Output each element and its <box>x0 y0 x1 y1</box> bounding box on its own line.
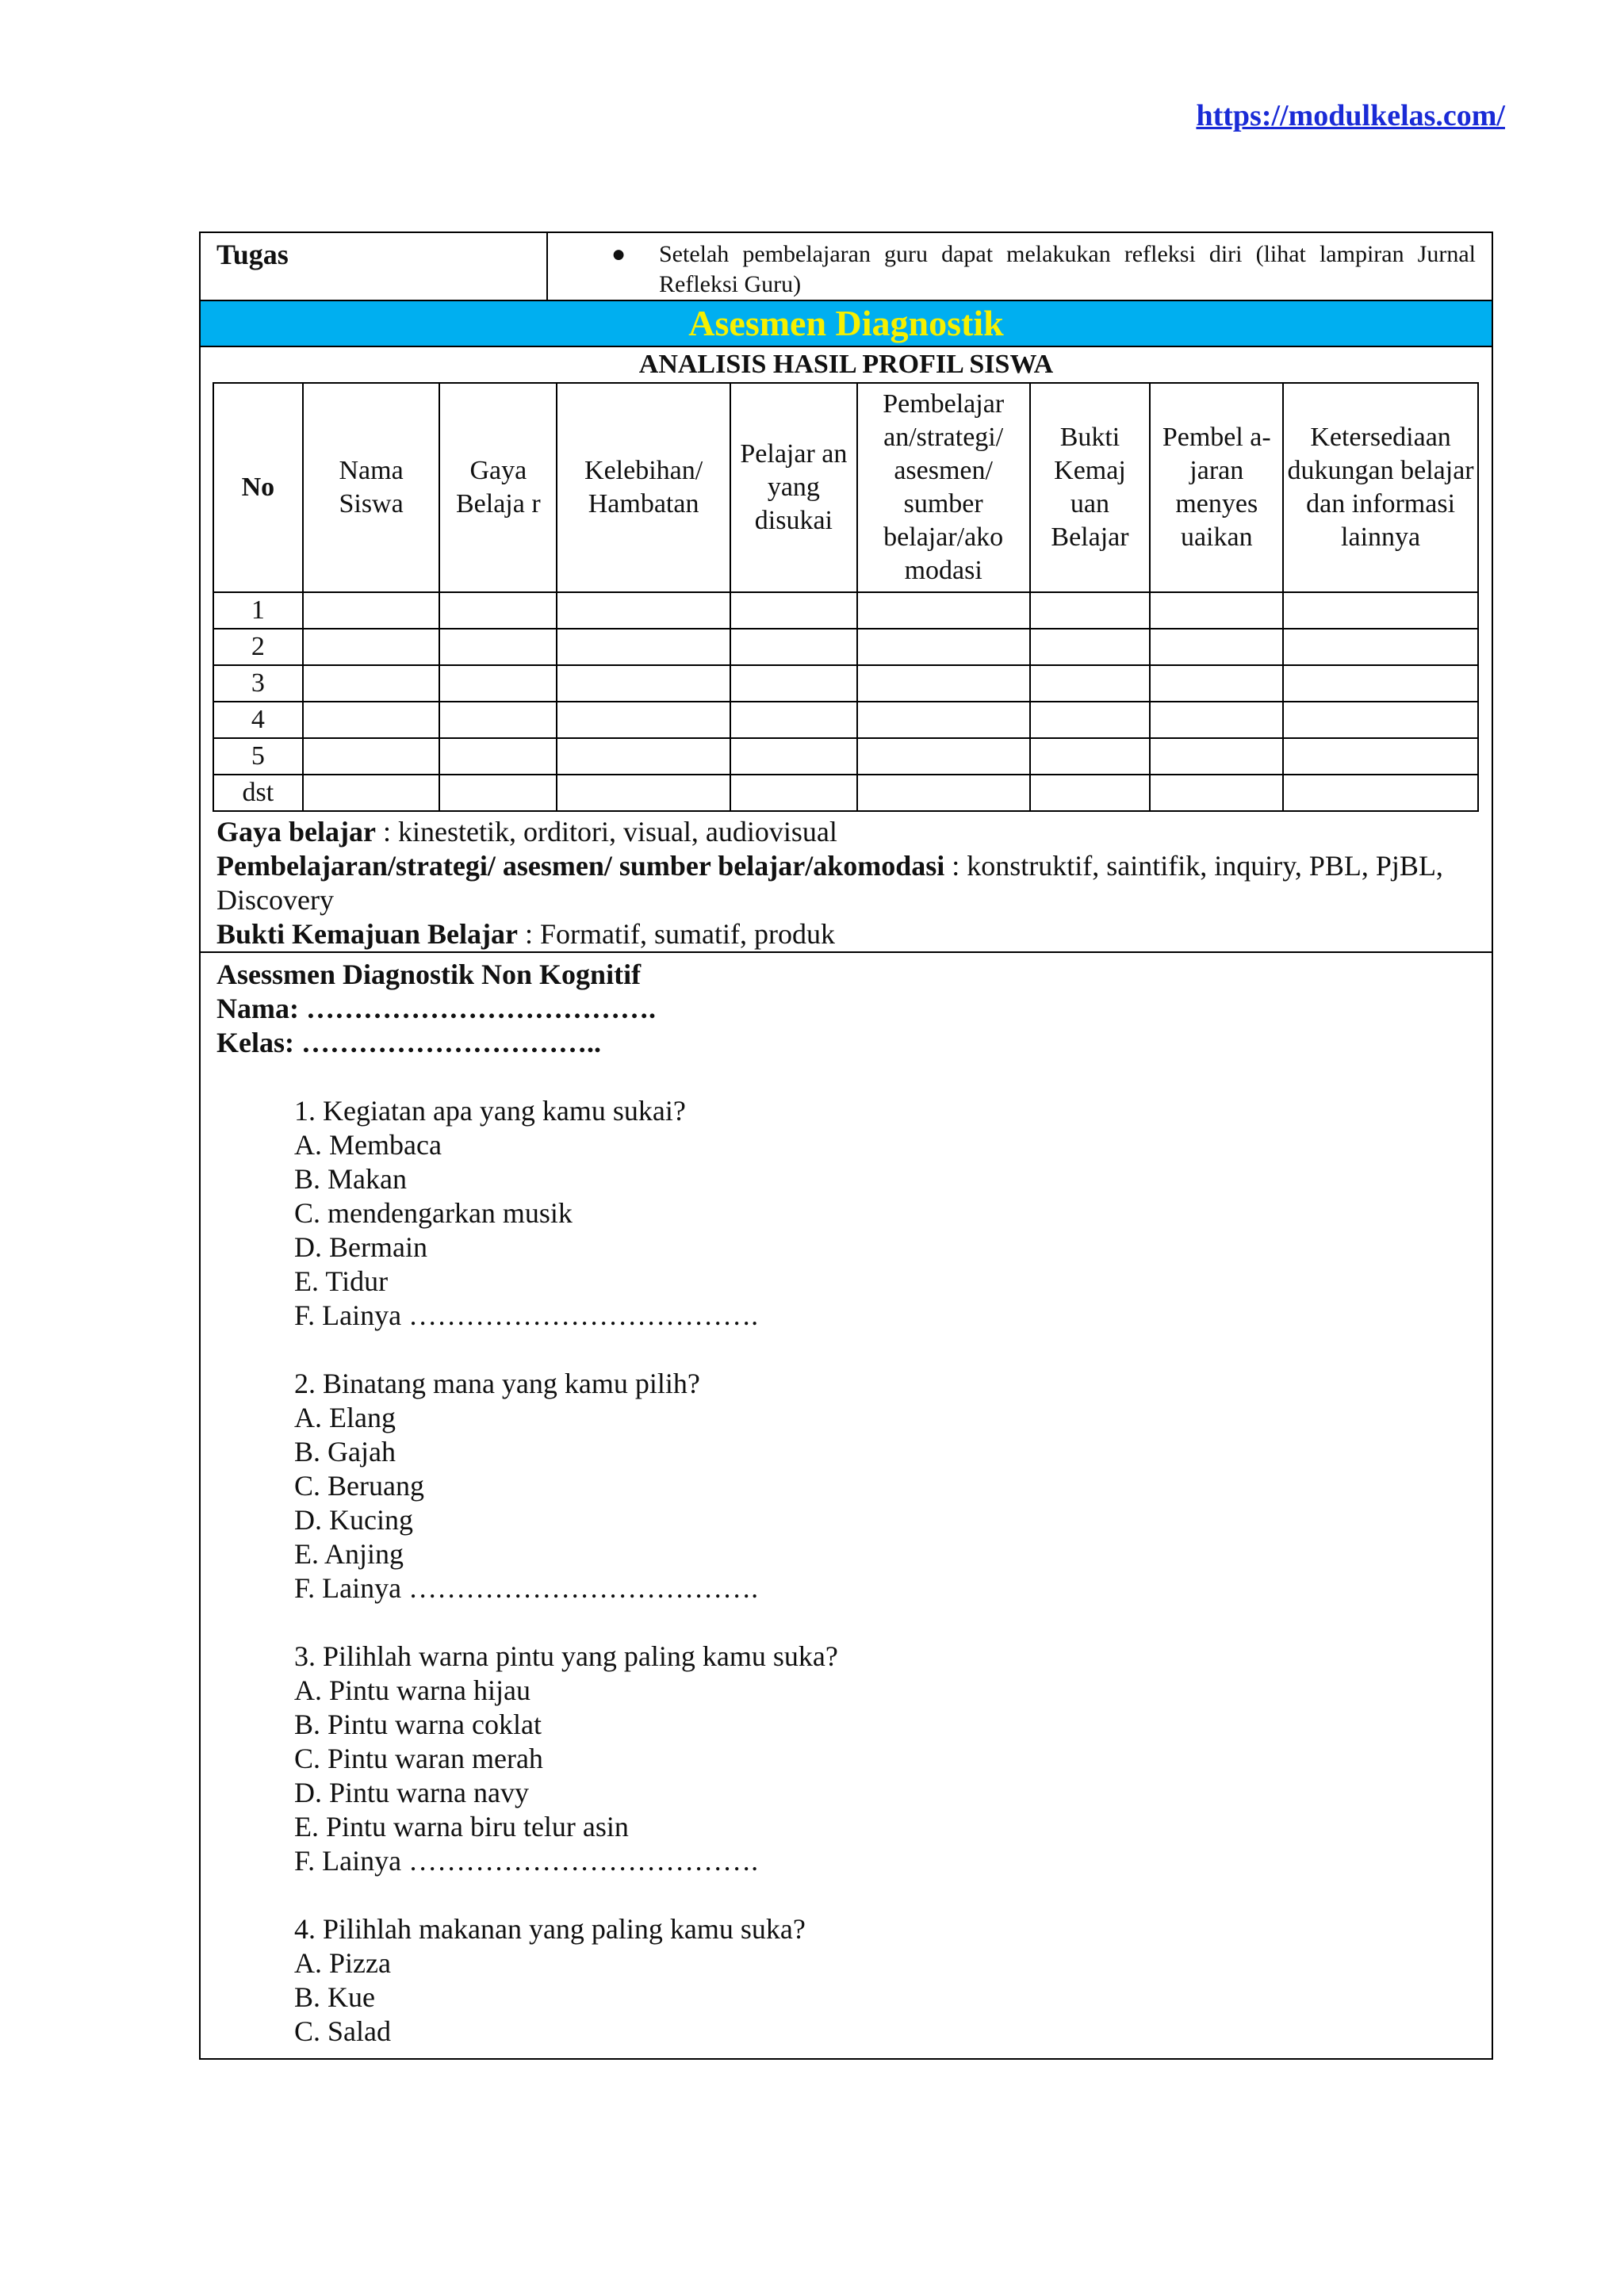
table-cell <box>857 592 1030 629</box>
legend-pembelajaran <box>216 849 1476 917</box>
table-cell <box>303 665 440 702</box>
table-header-row <box>213 383 1478 592</box>
table-cell <box>1030 629 1151 665</box>
table-row <box>213 592 1478 629</box>
answer-option: C. mendengarkan musik <box>294 1197 573 1229</box>
nama-field: Nama: ………………………………. <box>216 993 656 1024</box>
table-cell <box>557 629 730 665</box>
table-cell <box>1150 738 1283 775</box>
row-number: 2 <box>213 629 303 665</box>
table-cell <box>730 775 857 811</box>
answer-option: F. Lainya ………………………………. <box>294 1572 759 1604</box>
legend-gaya-text: : kinestetik, orditori, visual, audiovisual <box>375 816 837 848</box>
column-header: Bukti Kemaj uan Belajar <box>1030 383 1151 592</box>
table-cell <box>439 665 557 702</box>
answer-option: D. Pintu warna navy <box>294 1777 529 1808</box>
table-cell <box>303 775 440 811</box>
section-banner: Asesmen Diagnostik <box>201 301 1492 347</box>
legend-gaya-label: Gaya belajar <box>216 816 376 848</box>
row-number: 3 <box>213 665 303 702</box>
question-block <box>294 1640 1476 1878</box>
bullet-icon: ● <box>611 241 626 267</box>
legend-bukti-label: Bukti Kemajuan Belajar <box>216 918 519 950</box>
table-cell <box>439 702 557 738</box>
column-header: Ketersediaan dukungan belajar dan informasi lainnya <box>1283 383 1478 592</box>
column-header: Pelajar an yang disukai <box>730 383 857 592</box>
table-cell <box>1283 592 1478 629</box>
table-cell <box>1150 629 1283 665</box>
table-cell <box>857 665 1030 702</box>
tugas-row <box>201 233 1492 301</box>
answer-option: B. Pintu warna coklat <box>294 1709 542 1740</box>
legend-gaya <box>216 815 1476 849</box>
document-frame <box>199 232 1493 2060</box>
question-text: 3. Pilihlah warna pintu yang paling kamu suka? <box>294 1640 838 1672</box>
table-cell <box>1283 775 1478 811</box>
table-cell <box>857 629 1030 665</box>
answer-option: C. Salad <box>294 2015 391 2047</box>
profile-table <box>213 382 1479 812</box>
table-cell <box>857 702 1030 738</box>
table-cell <box>730 665 857 702</box>
nonkognitif-section <box>201 953 1492 2058</box>
table-cell <box>857 775 1030 811</box>
table-row <box>213 775 1478 811</box>
question-block <box>294 1367 1476 1605</box>
table-cell <box>1030 702 1151 738</box>
column-header: Nama Siswa <box>303 383 440 592</box>
table-cell <box>1150 775 1283 811</box>
legend-pemb-text: : konstruktif, saintifik, inquiry, PBL, PjBL, Discovery <box>216 850 1443 916</box>
legend-bukti-text: : Formatif, sumatif, produk <box>518 918 835 950</box>
answer-option: C. Pintu waran merah <box>294 1743 543 1774</box>
tugas-text: Setelah pembelajaran guru dapat melakukan refleksi diri (lihat lampiran Jurnal Refleksi Guru) <box>659 241 1476 297</box>
question-list <box>294 1094 1476 2049</box>
table-cell <box>303 738 440 775</box>
column-header: No <box>213 383 303 592</box>
question-text: 2. Binatang mana yang kamu pilih? <box>294 1368 700 1399</box>
table-cell <box>1030 775 1151 811</box>
table-cell <box>439 738 557 775</box>
column-header: Gaya Belaja r <box>439 383 557 592</box>
table-row <box>213 702 1478 738</box>
answer-option: B. Gajah <box>294 1436 396 1468</box>
table-cell <box>1030 592 1151 629</box>
answer-option: C. Beruang <box>294 1470 424 1502</box>
answer-option: B. Kue <box>294 1981 375 2013</box>
question-text: 4. Pilihlah makanan yang paling kamu suka? <box>294 1913 806 1945</box>
table-cell <box>557 738 730 775</box>
table-cell <box>1283 629 1478 665</box>
answer-option: E. Pintu warna biru telur asin <box>294 1811 629 1843</box>
table-cell <box>730 629 857 665</box>
answer-option: A. Pintu warna hijau <box>294 1674 530 1706</box>
nonkognitif-title: Asessmen Diagnostik Non Kognitif <box>216 959 642 990</box>
table-cell <box>730 738 857 775</box>
header-url-link[interactable]: https://modulkelas.com/ <box>1196 99 1505 132</box>
table-cell <box>1283 665 1478 702</box>
table-cell <box>730 702 857 738</box>
table-cell <box>303 629 440 665</box>
answer-option: E. Anjing <box>294 1538 404 1570</box>
table-cell <box>303 592 440 629</box>
legend-block <box>201 813 1492 953</box>
answer-option: B. Makan <box>294 1163 407 1195</box>
analisis-title: ANALISIS HASIL PROFIL SISWA <box>638 350 1054 379</box>
answer-option: A. Pizza <box>294 1947 391 1979</box>
column-header: Pembelajar an/strategi/ asesmen/ sumber belajar/ako modasi <box>857 383 1030 592</box>
tugas-content <box>548 233 1492 300</box>
row-number: 5 <box>213 738 303 775</box>
table-cell <box>1283 738 1478 775</box>
table-cell <box>1030 665 1151 702</box>
table-cell <box>303 702 440 738</box>
answer-option: A. Elang <box>294 1402 396 1433</box>
question-block <box>294 1912 1476 2049</box>
table-cell <box>439 629 557 665</box>
row-number: dst <box>213 775 303 811</box>
tugas-label: Tugas <box>201 233 548 300</box>
table-row <box>213 738 1478 775</box>
column-header: Pembel a-jaran menyes uaikan <box>1150 383 1283 592</box>
answer-option: D. Bermain <box>294 1231 427 1263</box>
answer-option: D. Kucing <box>294 1504 413 1536</box>
table-cell <box>1150 592 1283 629</box>
table-cell <box>1150 665 1283 702</box>
table-cell <box>439 592 557 629</box>
table-cell <box>1283 702 1478 738</box>
legend-bukti <box>216 917 1476 951</box>
row-number: 4 <box>213 702 303 738</box>
answer-option: A. Membaca <box>294 1129 442 1161</box>
legend-pemb-label: Pembelajaran/strategi/ asesmen/ sumber belajar/akomodasi <box>216 850 945 882</box>
table-cell <box>730 592 857 629</box>
table-row <box>213 629 1478 665</box>
table-cell <box>557 702 730 738</box>
table-cell <box>557 592 730 629</box>
kelas-field: Kelas: ………………………….. <box>216 1027 601 1058</box>
table-cell <box>557 665 730 702</box>
table-cell <box>557 775 730 811</box>
row-number: 1 <box>213 592 303 629</box>
question-text: 1. Kegiatan apa yang kamu sukai? <box>294 1095 686 1127</box>
question-block <box>294 1094 1476 1333</box>
table-cell <box>1030 738 1151 775</box>
answer-option: F. Lainya ………………………………. <box>294 1299 759 1331</box>
table-cell <box>857 738 1030 775</box>
column-header: Kelebihan/ Hambatan <box>557 383 730 592</box>
answer-option: F. Lainya ………………………………. <box>294 1845 759 1877</box>
answer-option: E. Tidur <box>294 1265 389 1297</box>
table-cell <box>439 775 557 811</box>
table-row <box>213 665 1478 702</box>
table-cell <box>1150 702 1283 738</box>
